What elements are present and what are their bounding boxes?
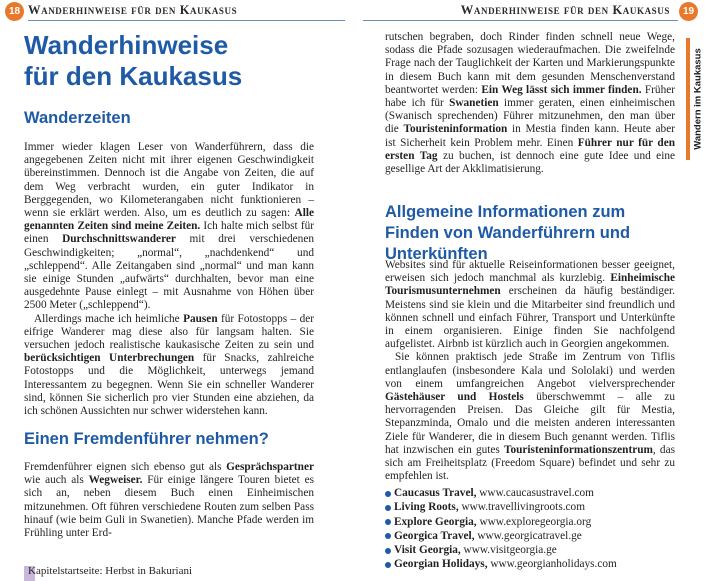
- website-list: [385, 486, 617, 572]
- section-heading-wanderzeiten: Wanderzeiten: [24, 109, 131, 127]
- running-head-right: [461, 3, 670, 21]
- list-item: [385, 557, 617, 571]
- list-item: [385, 529, 617, 543]
- paragraph: Fremdenführer eignen sich ebenso gut als Gesprächspartner wie auch als Wegweiser. Für einige längere Touren bietet es sich an, neben diesem Buch einen Einheimischen mitzunehmen. Oft führen verschiedene Routen zum selben Pass hinauf (wie beim Guli in Swanetien). Manche Pfade werden im Frühling unter Erd-: [24, 461, 314, 540]
- company-name: Visit Georgia,: [394, 544, 461, 557]
- page-number-right: 19: [679, 2, 698, 21]
- section-allgemeine-informationen-body: [385, 259, 675, 483]
- header-rule-left: [28, 20, 345, 21]
- list-item: [385, 486, 617, 500]
- website-link[interactable]: www.visitgeorgia.ge: [460, 544, 557, 557]
- footer-caption: Kapitelstartseite: Herbst in Bakuriani: [28, 565, 193, 577]
- chapter-title-line1: Wanderhinweise: [24, 30, 229, 60]
- header-rule-right: [363, 20, 678, 21]
- paragraph: Sie können praktisch jede Straße im Zentrum von Tiflis entlanglaufen (insbesondere Kala und Sololaki) und werden von einem umfangreichen Angebot vielversprechender Gästehäuser und Hostels überschwemmt – alle zu hervorragenden Preisen. Das Gleiche gilt für Mestia, Stepanzminda, Omalo und die meisten anderen interessanten Ziele für Wanderer, die in diesem Buch genannt werden. Tiflis hat inzwischen ein gutes Touristeninformationszentrum, das sich am Freiheitsplatz (Freedom Square) befindet und sehr zu empfehlen ist.: [385, 351, 675, 483]
- website-link[interactable]: www.travellivingroots.com: [458, 501, 585, 514]
- chapter-title: [24, 30, 242, 92]
- paragraph: rutschen begraben, doch Rinder finden schnell neue Wege, sodass die Pfade sozusagen wiederaufmachen. Die zweifelnde Frage nach der Tauglichkeit der Karten und Markierungspunkte in diesem Buch kann mit dem gesunden Menschenverstand beantwortet werden: Ein Weg lässt sich immer finden. Früher habe ich für Swanetien immer geraten, einen einheimischen (Swanisch sprechenden) Führer mitzunehmen, den man über die Touristeninformation in Mestia finden kann. Heute aber ist Sicherheit kein Problem mehr. Einen Führer nur für den ersten Tag zu buchen, ist dennoch eine gute Idee und eine gesellige Art der Akklimatisierung.: [385, 31, 675, 176]
- chapter-side-tab-label: Wandern im Kaukasus: [692, 48, 704, 150]
- section-heading-allgemeine-informationen: Allgemeine Informationen zum Finden von Wanderführern und Unterkünften: [385, 203, 631, 263]
- running-head-left-text: Wanderhinweise für den Kaukasus: [28, 3, 238, 17]
- section-wanderzeiten-body: [24, 141, 314, 418]
- website-link[interactable]: www.georgianholidays.com: [487, 558, 617, 571]
- chapter-side-tab: [686, 38, 706, 160]
- paragraph: Websites sind für aktuelle Reiseinformationen besser geeignet, erweisen sich jedoch manchmal als kurzlebig. Einheimische Tourismusunternehmen erscheinen da häufig beständiger. Meistens sind sie klein und die Mitarbeiter sind freundlich und können schnell und einfach Führer, Transport und Unterkünfte in einem organisieren. Einige finden Sie nachfolgend aufgelistet. Airbnb ist kürzlich auch in Georgien angekommen.: [385, 259, 675, 351]
- website-link[interactable]: www.exploregeorgia.org: [476, 515, 592, 528]
- paragraph: Immer wieder klagen Leser von Wanderführern, dass die angegebenen Zeiten nicht mit ihrer eigenen Geschwindigkeit übereinstimmen. Dennoch ist die Angabe von Zeiten, die auf dem Weg verbracht wurden, ein guter Indikator in Berggegenden, wo Kilometerangaben nicht funktionieren – wenn sie erklärt werden. Also, um es deutlich zu sagen: Alle genannten Zeiten sind meine Zeiten. Ich halte mich selbst für einen Durchschnittswanderer mit drei verschiedenen Geschwindigkeiten; „normal“, „nachdenkend“ und „schleppend“. Alle Zeitangaben sind „normal“ und man kann sie einige Stunden „aufwärts“ durchhalten, bevor man eine ausgedehnte Pause einlegt – mit Ausnahme von Höhen über 2500 Meter („schleppend“).: [24, 141, 314, 312]
- page-number-left: 18: [5, 2, 24, 21]
- company-name: Georgica Travel,: [394, 529, 475, 542]
- website-link[interactable]: www.georgicatravel.ge: [474, 529, 582, 542]
- list-item: [385, 515, 617, 529]
- running-head-right-text: Wanderhinweise für den Kaukasus: [460, 3, 670, 17]
- list-item: [385, 500, 617, 514]
- section-fremdenfuehrer-body: [24, 461, 314, 540]
- running-head-left: [28, 3, 237, 21]
- company-name: Georgian Holidays,: [394, 558, 488, 571]
- company-name: Caucasus Travel,: [394, 487, 477, 499]
- website-link[interactable]: www.caucasustravel.com: [476, 487, 594, 499]
- paragraph: Allerdings mache ich heimliche Pausen für Fotostopps – der eifrige Wanderer mag diese also für langsam halten. Sie versuchen jedoch realistische kaukasische Zeiten zu sein und berücksichtigen Unterbrechungen für Snacks, zahlreiche Fotostopps und die Möglichkeit, unterwegs jemand Interessantem zu begegnen. Wenn Sie ein schneller Wanderer sind, können Sie sicherlich pro vier Stunden eine abziehen, da ich schönen Aussichten nur schwer widerstehen kann.: [24, 312, 315, 418]
- continued-text: [385, 31, 675, 176]
- company-name: Living Roots,: [394, 501, 459, 514]
- chapter-title-line2: für den Kaukasus: [24, 61, 243, 91]
- section-heading-fremdenfuehrer: Einen Fremdenführer nehmen?: [24, 430, 269, 448]
- company-name: Explore Georgia,: [394, 515, 477, 528]
- list-item: [385, 543, 617, 557]
